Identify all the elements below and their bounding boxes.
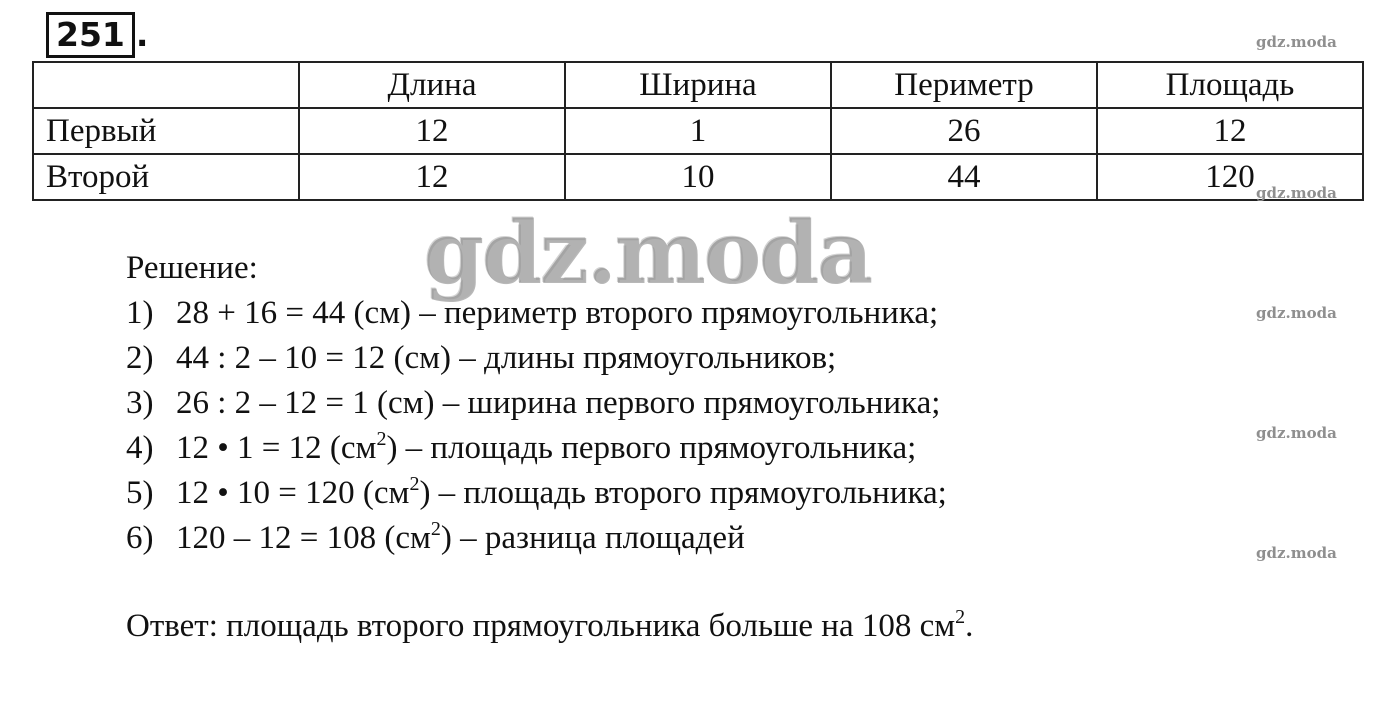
table-cell: 1 — [565, 108, 831, 154]
table-header-cell: Площадь — [1097, 62, 1363, 108]
solution-step — [126, 336, 947, 381]
answer-end: . — [965, 608, 974, 644]
solution-step — [126, 471, 947, 516]
solution-step — [126, 426, 947, 471]
solution-step — [126, 516, 947, 561]
step-number: 1) — [126, 295, 154, 331]
superscript: 2 — [409, 473, 420, 495]
problem-number-box: 251 — [46, 12, 135, 58]
table-cell: 10 — [565, 154, 831, 200]
table-cell: 120 — [1097, 154, 1363, 200]
step-text: 120 – 12 = 108 (см — [176, 520, 431, 556]
answer-text: Ответ: площадь второго прямоугольника больше на 108 см — [126, 608, 956, 644]
answer-line — [126, 604, 973, 649]
row-label: Первый — [33, 108, 299, 154]
problem-number-dot: . — [135, 15, 149, 54]
step-number: 4) — [126, 430, 154, 466]
step-text-rest: ) – разница площадей — [440, 520, 745, 556]
table-header-cell — [33, 62, 299, 108]
superscript: 2 — [376, 428, 387, 450]
table-header-row — [33, 62, 1363, 108]
table-cell: 26 — [831, 108, 1097, 154]
solution-label: Решение: — [126, 250, 258, 286]
watermark-small: gdz.moda — [1256, 184, 1337, 202]
step-text: 44 : 2 – 10 = 12 (см) – длины прямоугольников; — [176, 340, 837, 376]
watermark-large: gdz.moda — [424, 203, 872, 304]
solution-step — [126, 381, 947, 426]
step-number: 5) — [126, 475, 154, 511]
step-number: 6) — [126, 520, 154, 556]
table-cell: 44 — [831, 154, 1097, 200]
watermark-small: gdz.moda — [1256, 304, 1337, 322]
table-header-cell: Длина — [299, 62, 565, 108]
watermark-small: gdz.moda — [1256, 424, 1337, 442]
table-row — [33, 154, 1363, 200]
watermark-small: gdz.moda — [1256, 33, 1337, 51]
watermark-small: gdz.moda — [1256, 544, 1337, 562]
step-number: 3) — [126, 385, 154, 421]
problem-number — [46, 12, 148, 58]
row-label: Второй — [33, 154, 299, 200]
superscript: 2 — [955, 606, 966, 628]
step-text: 12 • 10 = 120 (см — [176, 475, 410, 511]
step-text: 12 • 1 = 12 (см — [176, 430, 377, 466]
step-number: 2) — [126, 340, 154, 376]
table-header-cell: Периметр — [831, 62, 1097, 108]
table-row — [33, 108, 1363, 154]
step-text-rest: ) – площадь второго прямоугольника; — [419, 475, 947, 511]
step-text-rest: ) – площадь первого прямоугольника; — [386, 430, 917, 466]
superscript: 2 — [430, 518, 441, 540]
step-text: 28 + 16 = 44 (см) – периметр второго прямоугольника; — [176, 295, 939, 331]
table-cell: 12 — [299, 108, 565, 154]
table-header-cell: Ширина — [565, 62, 831, 108]
data-table — [32, 61, 1364, 201]
step-text: 26 : 2 – 12 = 1 (см) – ширина первого прямоугольника; — [176, 385, 941, 421]
table-cell: 12 — [299, 154, 565, 200]
table-cell: 12 — [1097, 108, 1363, 154]
